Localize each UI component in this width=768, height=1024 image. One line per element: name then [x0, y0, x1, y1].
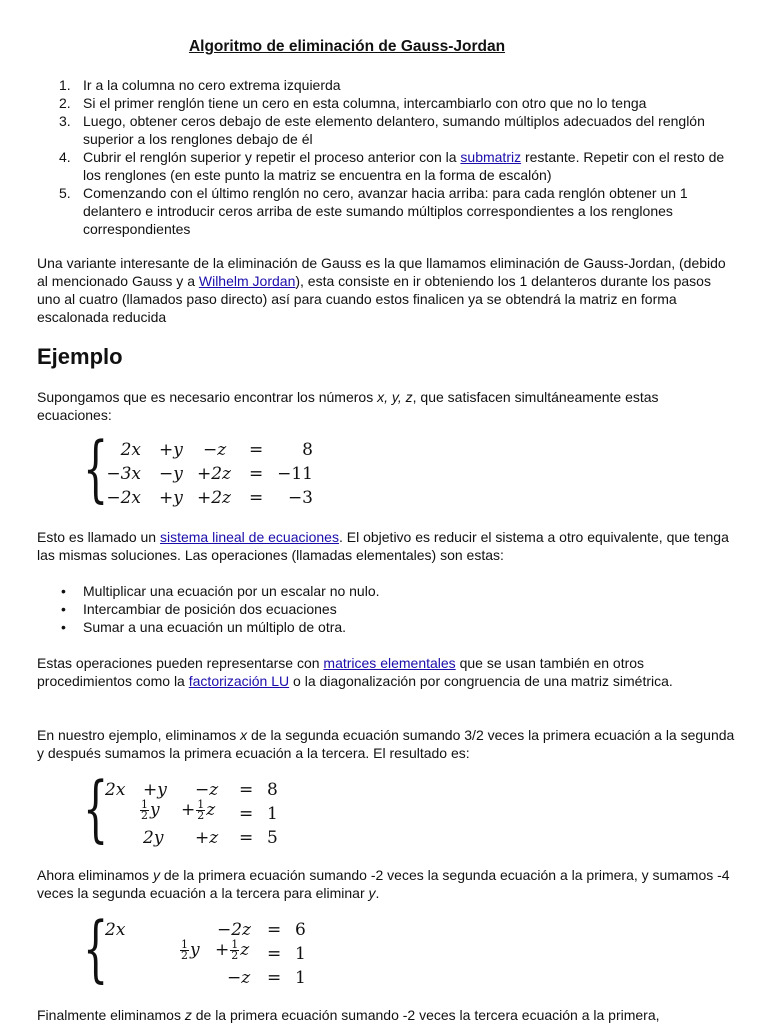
numerator: 1 [141, 798, 148, 811]
eq-rhs: 1 [295, 968, 306, 988]
fraction-half [180, 940, 189, 961]
link-matrices-elementales[interactable]: matrices elementales [323, 655, 456, 671]
text: Supongamos que es necesario encontrar los números [37, 389, 378, 405]
link-wilhelm-jordan[interactable]: Wilhelm Jordan [198, 273, 296, 289]
eq-term: +y [143, 780, 167, 800]
eq-term: +z [195, 828, 219, 848]
eq-rhs: 8 [267, 780, 278, 800]
eq-term: $\frac{1}{2}$ y [181, 938, 200, 962]
text: En nuestro ejemplo, eliminamos [37, 727, 241, 743]
variable: y [368, 885, 376, 901]
eq-term: 2y [143, 828, 164, 848]
list-text: Comenzando con el último renglón no cero, avanzar hacia arriba: para cada renglón obtener un 1 delantero e introducir ceros arriba de este sumando múltiplos correspondientes a los renglones correspondientes [83, 185, 688, 237]
fraction-half [196, 800, 205, 821]
text: de la segunda ecuación sumando 3/2 veces la primera ecuación a la segunda y después sumamos la primera ecuación a la tercera. El resultado es: [37, 727, 735, 761]
equation-system-3 [83, 906, 323, 992]
variable: x [240, 727, 248, 743]
eq-term: 2x [120, 440, 141, 460]
eq-term: −z [203, 440, 227, 460]
text: . [375, 885, 380, 901]
denominator: 2 [197, 809, 205, 822]
text: que se usan también en otros procedimientos como la [37, 655, 645, 689]
list-item [37, 94, 737, 112]
algorithm-steps [37, 76, 737, 238]
paragraph-variant [37, 254, 733, 326]
page-title: Algoritmo de eliminación de Gauss-Jordan [188, 38, 506, 55]
eq-sign: = [249, 440, 264, 460]
eq-term: −y [159, 464, 183, 484]
list-item [37, 184, 737, 238]
eq-sign: = [249, 488, 264, 508]
eq-term: $\frac{1}{2}$ y [141, 798, 160, 822]
eq-term: −2x [106, 488, 141, 508]
eq-term: 2x [105, 920, 126, 940]
list-text: Luego, obtener ceros debajo de este elemento delantero, sumando múltiplos adecuados del renglón superior a los renglones debajo de él [83, 113, 705, 147]
fraction-half [140, 800, 149, 821]
text: de la primera ecuación sumando -2 veces la segunda ecuación a la primera, y sumamos -4 veces la segunda ecuación a la tercera para eliminar [37, 867, 730, 901]
eq-rhs: 8 [302, 440, 313, 460]
eq-rhs: 5 [267, 828, 278, 848]
brace-icon: { [83, 906, 109, 990]
text: . El objetivo es reducir el sistema a otro equivalente, que tenga las mismas soluciones. Las operaciones (llamadas elementales) son estas: [37, 529, 729, 563]
list-text: Si el primer renglón tiene un cero en esta columna, intercambiarlo con otro que no lo tenga [83, 95, 647, 111]
eq-term: −3x [106, 464, 141, 484]
paragraph-operations [37, 654, 733, 690]
operations-list [37, 582, 737, 636]
eq-term: −z [227, 968, 251, 988]
list-text: Cubrir el renglón superior y repetir el proceso anterior con la [83, 149, 461, 165]
paragraph-system [37, 528, 737, 564]
denominator: 2 [141, 809, 148, 822]
eq-term: +y [159, 440, 183, 460]
eq-term: +2z [197, 488, 232, 508]
eq-term: −2z [217, 920, 252, 940]
eq-rhs: −11 [277, 464, 313, 484]
list-item: • Sumar a una ecuación un múltiplo de otra. [37, 618, 737, 636]
variable: z [184, 1007, 192, 1023]
text: o la diagonalización por congruencia de una matriz simétrica. [289, 673, 673, 689]
list-number: 3. [59, 113, 71, 129]
list-number: 1. [59, 77, 71, 93]
list-item [37, 76, 737, 94]
brace-icon: { [83, 766, 109, 850]
equation-system-2 [83, 766, 323, 852]
eq-sign: = [267, 920, 282, 940]
link-submatriz[interactable]: submatriz [460, 149, 522, 165]
numerator: 1 [181, 938, 188, 951]
text: de la primera ecuación sumando -2 veces la tercera ecuación a la primera, [191, 1007, 660, 1023]
variable: y [152, 867, 160, 883]
text: , que satisfacen simultáneamente estas ecuaciones: [37, 389, 659, 423]
list-text: Ir a la columna no cero extrema izquierda [83, 77, 341, 93]
eq-term: +2z [197, 464, 232, 484]
text: ), esta consiste en ir obteniendo los 1 delanteros durante los pasos uno al cuatro (llamados paso directo) así para cuando estos finalicen ya se obtendrá la matriz en forma escalonada reducida [37, 273, 711, 325]
text: Finalmente eliminamos [37, 1007, 185, 1023]
list-number: 4. [59, 149, 71, 165]
denominator: 2 [181, 949, 188, 962]
list-item [37, 148, 737, 184]
link-factorizacion-lu[interactable]: factorización LU [188, 673, 290, 689]
numerator: 1 [197, 798, 205, 811]
eq-rhs: 1 [267, 804, 278, 824]
eq-sign: = [267, 968, 282, 988]
heading-ejemplo: Ejemplo [37, 344, 123, 369]
text: Una variante interesante de la eliminación de Gauss es la que llamamos eliminación de Gauss-Jordan, (debido al mencionado Gauss y a [37, 255, 726, 289]
text: Ahora eliminamos [37, 867, 153, 883]
list-item: • Multiplicar una ecuación por un escalar no nulo. [37, 582, 737, 600]
paragraph-suppose [37, 388, 733, 424]
list-number: 5. [59, 185, 71, 201]
eq-sign: = [239, 828, 254, 848]
numerator: 1 [231, 938, 239, 951]
paragraph-step2 [37, 866, 737, 902]
denominator: 2 [231, 949, 239, 962]
eq-rhs: −3 [287, 488, 313, 508]
eq-term: −z [195, 780, 219, 800]
equation-system-1 [83, 426, 343, 512]
eq-sign: = [249, 464, 264, 484]
variables: x, y, z [377, 389, 413, 405]
text: Esto es llamado un [37, 529, 160, 545]
link-sistema-lineal[interactable]: sistema lineal de ecuaciones [159, 529, 339, 545]
list-text: restante. Repetir con el resto de los renglones (en este punto la matriz se encuentra en la forma de escalón) [83, 149, 725, 183]
eq-term: + $\frac{1}{2}$ z [181, 798, 216, 822]
text: Estas operaciones pueden representarse con [37, 655, 324, 671]
eq-rhs: 1 [295, 944, 306, 964]
fraction-half [230, 940, 239, 961]
brace-icon: { [83, 426, 109, 510]
paragraph-step1 [37, 726, 737, 762]
eq-term: + $\frac{1}{2}$ z [215, 938, 250, 962]
list-number: 2. [59, 95, 71, 111]
list-item: • Intercambiar de posición dos ecuaciones [37, 600, 737, 618]
eq-sign: = [267, 944, 282, 964]
eq-term: 2x [105, 780, 126, 800]
eq-sign: = [239, 804, 254, 824]
eq-rhs: 6 [295, 920, 306, 940]
eq-sign: = [239, 780, 254, 800]
list-item [37, 112, 737, 148]
paragraph-final [37, 1006, 737, 1024]
eq-term: +y [159, 488, 183, 508]
